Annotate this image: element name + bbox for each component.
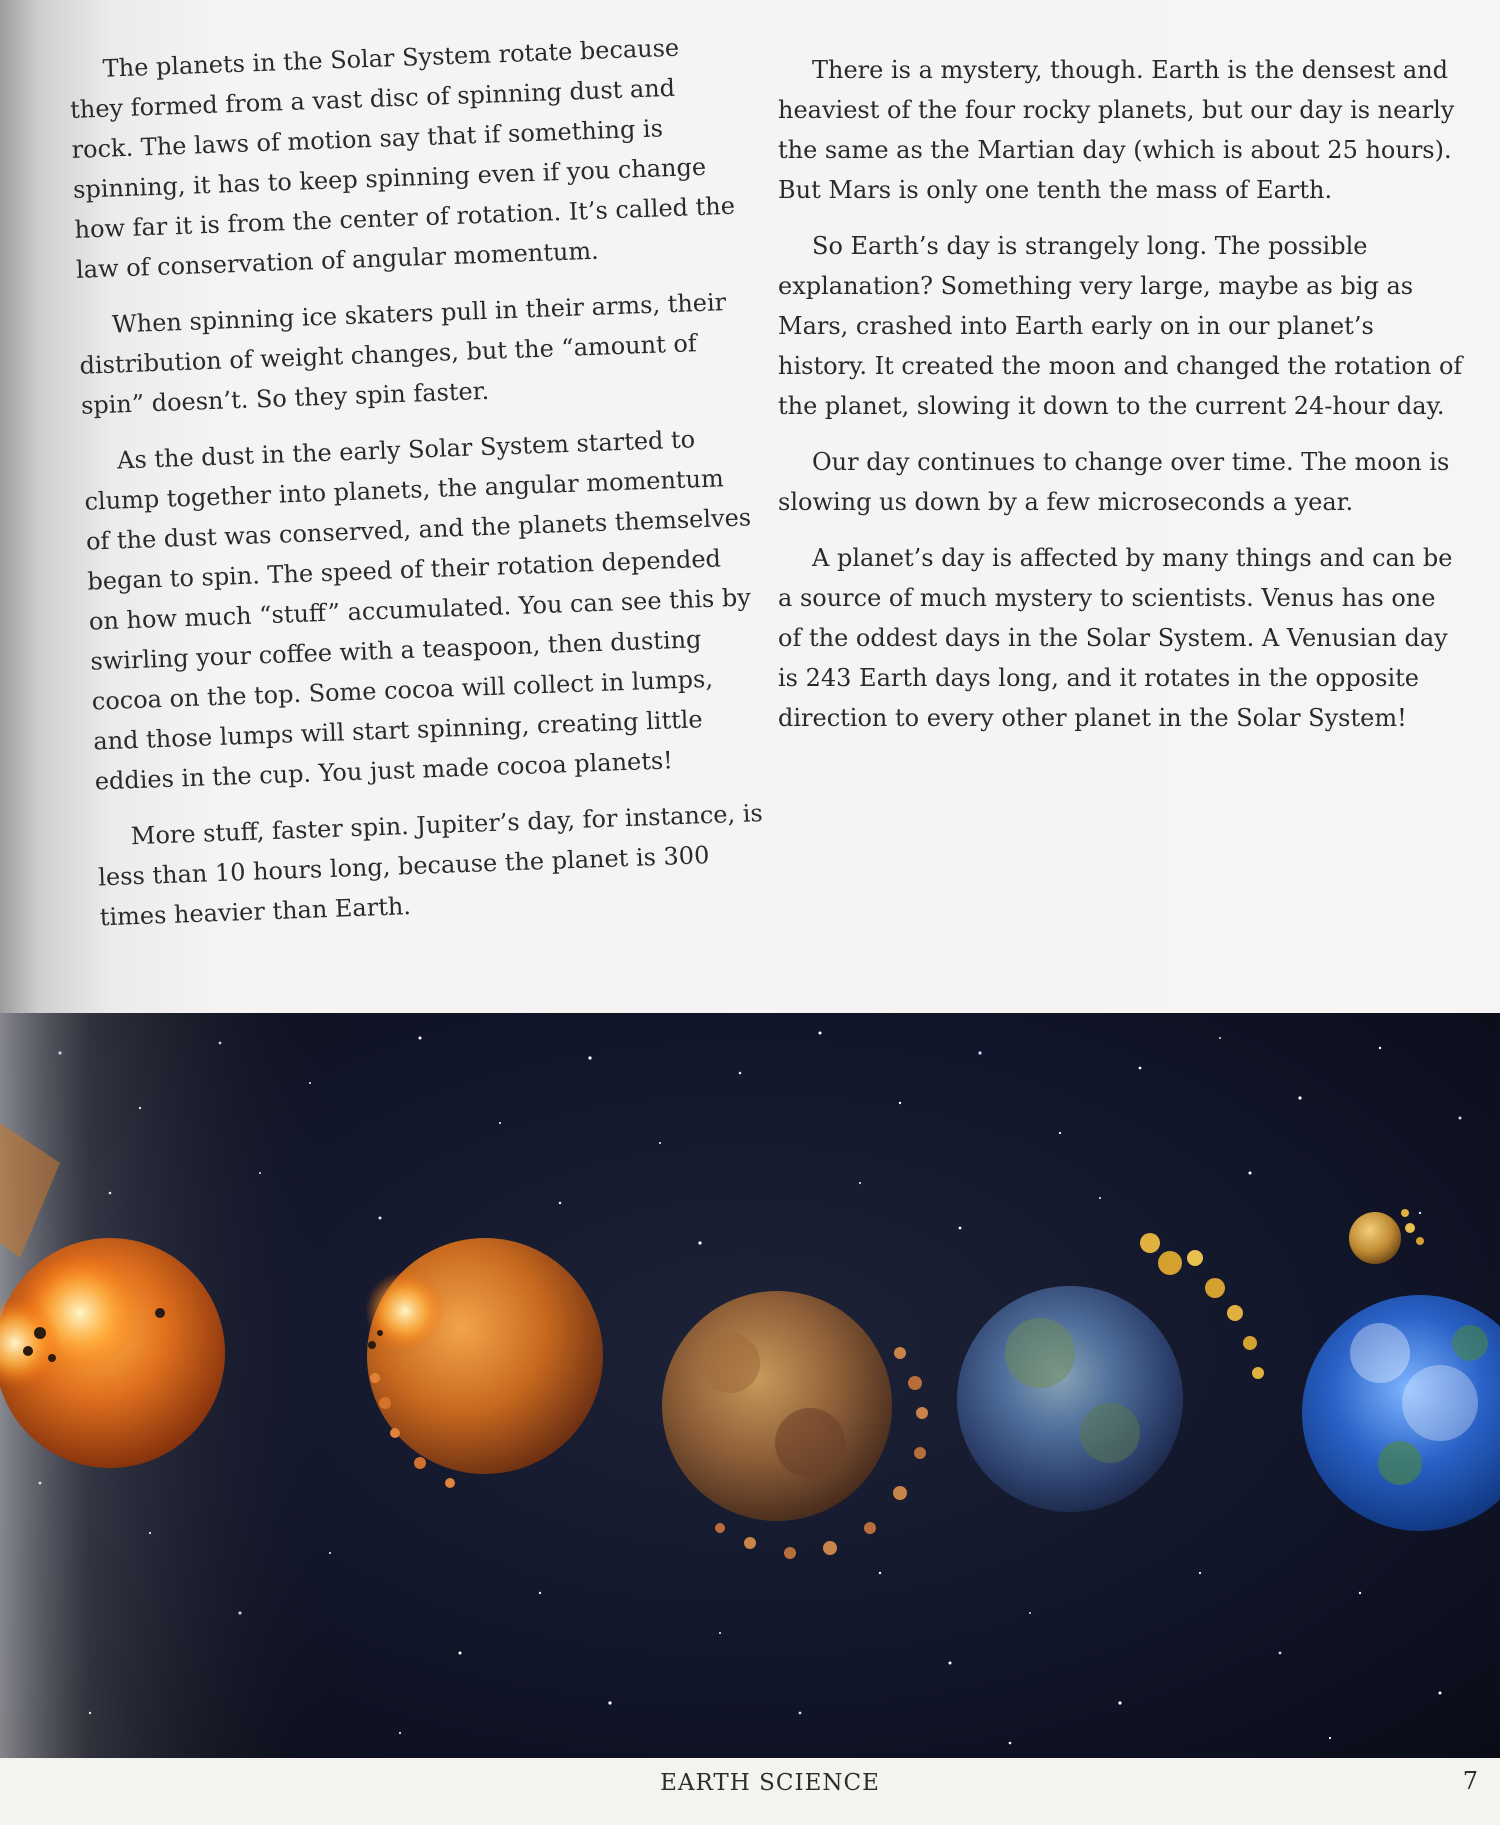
paragraph: A planet’s day is affected by many things and can be a source of much mystery to scientists. Venus has one of the oddest days in the Solar System. A Venusian day is 243 Earth days long, and it rotates in the opposite direction to every other planet in the Solar System! xyxy=(778,544,1453,732)
planet-formation-illustration xyxy=(0,1013,1500,1758)
paragraph: Our day continues to change over time. The moon is slowing us down by a few microseconds a year. xyxy=(778,448,1450,516)
paragraph: More stuff, faster spin. Jupiter’s day, for instance, is less than 10 hours long, because the planet is 300 times heavier than Earth. xyxy=(97,799,764,932)
page-number: 7 xyxy=(1462,1767,1478,1795)
paragraph: As the dust in the early Solar System started to clump together into planets, the angular momentum of the dust was conserved, and the planets themselves began to spin. The speed of their rotation depended on how much “stuff” accumulated. You can see this by swirling your coffee with a teaspoon, then dusting cocoa on the top. Some cocoa will collect in lumps, and those lumps will start spinning, creating little eddies in the cup. You just made cocoa planets! xyxy=(84,425,752,796)
planet-cooling xyxy=(662,1291,928,1559)
paragraph: The planets in the Solar System rotate because they formed from a vast disc of spinning dust and rock. The laws of motion say that if something is spinning, it has to keep spinning even if you change how far it is from the center of rotation. It’s called the law of conservation of angular momentum. xyxy=(69,33,736,284)
paragraph: There is a mystery, though. Earth is the densest and heaviest of the four rocky planets, but our day is nearly the same as the Martian day (which is about 25 hours). But Mars is only one tenth the mass of Earth. xyxy=(778,56,1455,204)
left-text-column xyxy=(68,26,769,954)
section-label: EARTH SCIENCE xyxy=(660,1770,880,1796)
planet-molten xyxy=(365,1238,603,1488)
planet-early-earth xyxy=(957,1233,1264,1512)
right-text-column xyxy=(778,50,1463,754)
planet-earth xyxy=(1302,1295,1500,1531)
moon xyxy=(1349,1209,1424,1264)
paragraph: So Earth’s day is strangely long. The possible explanation? Something very large, maybe as big as Mars, crashed into Earth early on in our planet’s history. It created the moon and changed the rotation of the planet, slowing it down to the current 24-hour day. xyxy=(778,232,1463,420)
planet-impact xyxy=(0,1238,225,1468)
paragraph: When spinning ice skaters pull in their arms, their distribution of weight changes, but the “amount of spin” doesn’t. So they spin faster. xyxy=(79,288,727,420)
